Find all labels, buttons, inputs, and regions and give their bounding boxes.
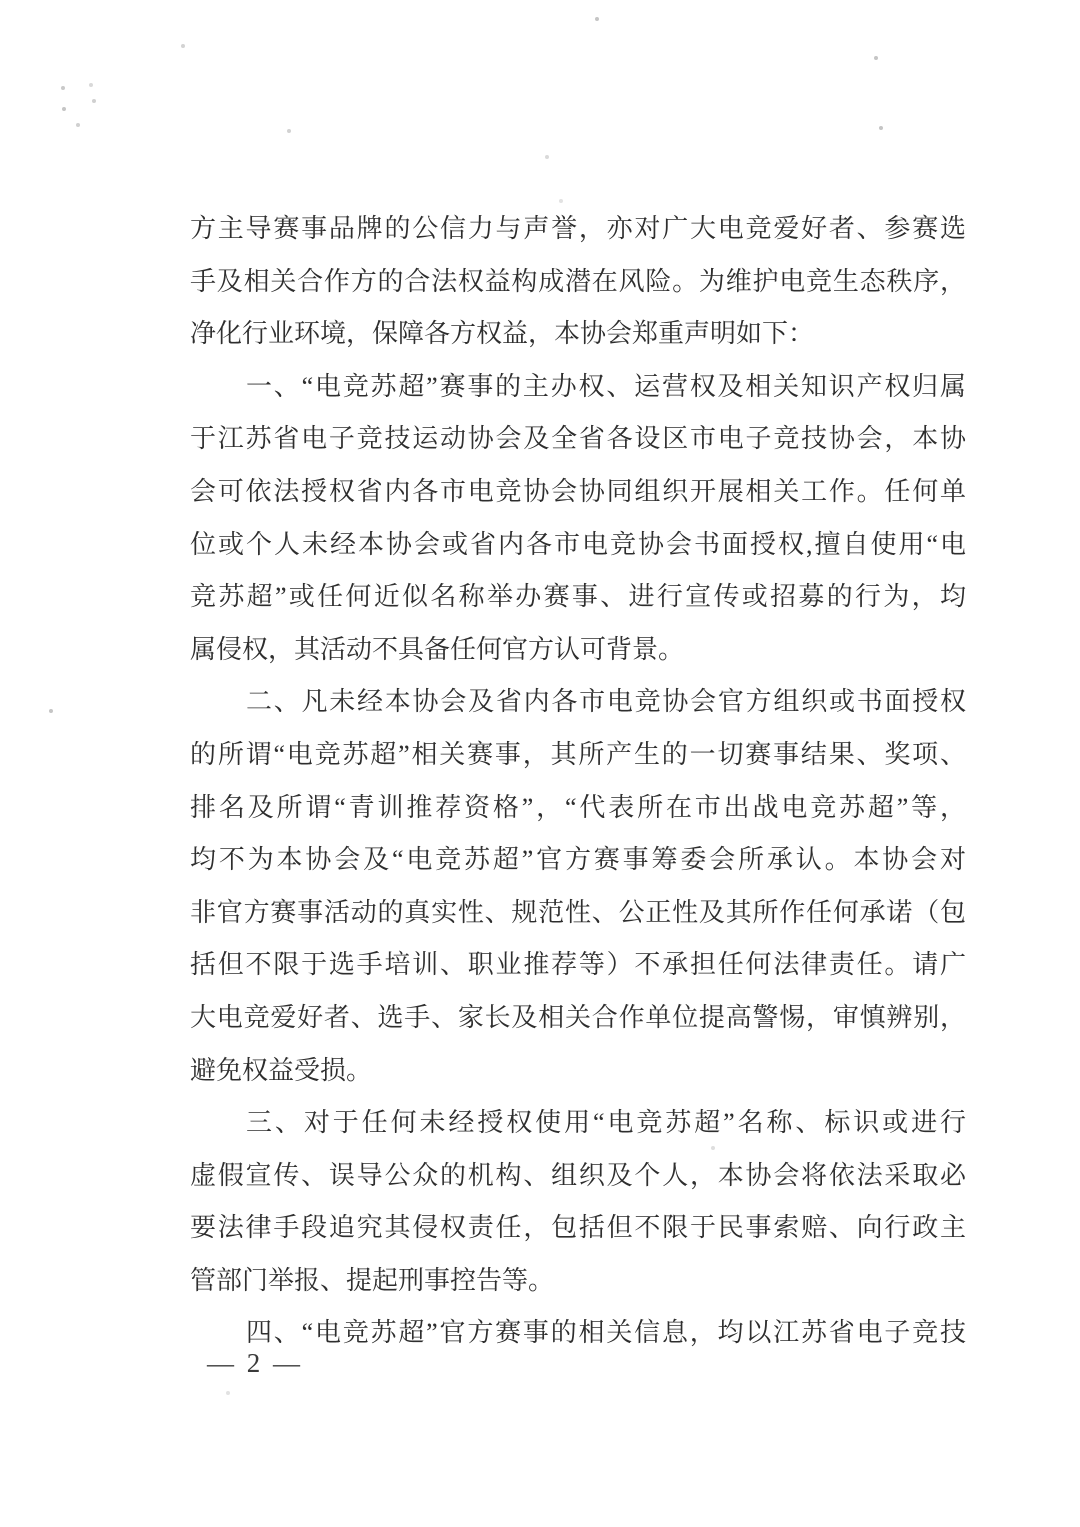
text-line: 要法律手段追究其侵权责任，包括但不限于民事索赔、向行政主: [190, 1213, 966, 1243]
text-line: 方主导赛事品牌的公信力与声誉，亦对广大电竞爱好者、参赛选: [190, 214, 966, 243]
text-line-item-2: 二、凡未经本协会及省内各市电竞协会官方组织或书面授权: [246, 687, 966, 717]
text-line: 排名及所谓“青训推荐资格”，“代表所在市出战电竞苏超”等，: [190, 792, 966, 822]
page-number: — 2 —: [207, 1348, 303, 1378]
text-line: 避免权益受损。: [190, 1055, 373, 1085]
text-line: 的所谓“电竞苏超”相关赛事，其所产生的一切赛事结果、奖项、: [190, 739, 966, 769]
text-line: 于江苏省电子竞技运动协会及全省各设区市电子竞技协会，本协: [190, 424, 966, 454]
text-line: 会可依法授权省内各市电竞协会协同组织开展相关工作。任何单: [190, 476, 966, 506]
text-line: 管部门举报、提起刑事控告等。: [190, 1265, 555, 1295]
text-line: 位或个人未经本协会或省内各市电竞协会书面授权,擅自使用“电: [190, 529, 966, 559]
text-line: 手及相关合作方的合法权益构成潜在风险。为维护电竞生态秩序，: [190, 266, 966, 296]
text-line-item-3: 三、对于任何未经授权使用“电竞苏超”名称、标识或进行: [246, 1108, 966, 1138]
text-line: 大电竞爱好者、选手、家长及相关合作单位提高警惕，审慎辨别，: [190, 1002, 966, 1032]
text-line: 虚假宣传、误导公众的机构、组织及个人，本协会将依法采取必: [190, 1160, 966, 1190]
text-line: 属侵权，其活动不具备任何官方认可背景。: [190, 634, 685, 664]
text-line-item-4: 四、“电竞苏超”官方赛事的相关信息，均以江苏省电子竞技: [246, 1318, 966, 1348]
document-body: [190, 203, 966, 1360]
text-line: 均不为本协会及“电竞苏超”官方赛事筹委会所承认。本协会对: [190, 845, 966, 875]
text-line-item-1: 一、“电竞苏超”赛事的主办权、运营权及相关知识产权归属: [246, 371, 966, 401]
text-line: 竞苏超”或任何近似名称举办赛事、进行宣传或招募的行为，均: [190, 582, 966, 612]
text-line: 非官方赛事活动的真实性、规范性、公正性及其所作任何承诺（包: [190, 897, 966, 927]
text-line: 净化行业环境，保障各方权益，本协会郑重声明如下：: [190, 319, 815, 349]
scan-noise: [0, 0, 2, 2]
text-line: 括但不限于选手培训、职业推荐等）不承担任何法律责任。请广: [190, 950, 966, 980]
